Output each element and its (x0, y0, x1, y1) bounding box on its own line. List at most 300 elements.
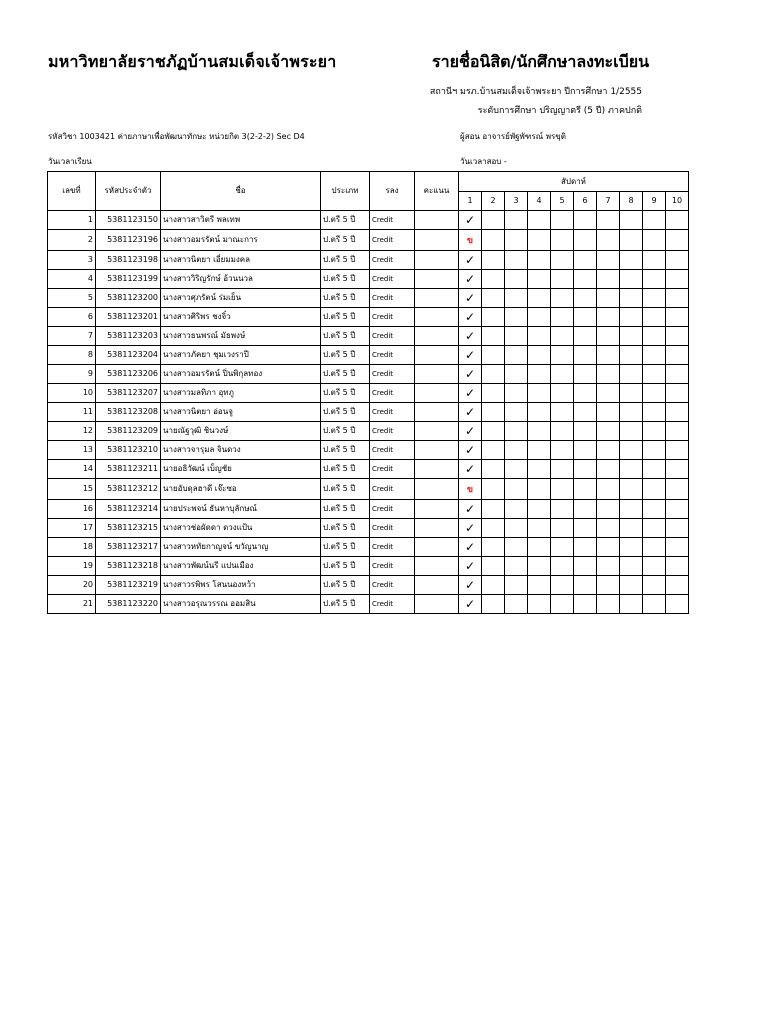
attendance-week-10 (666, 519, 689, 538)
row-number: 1 (48, 211, 96, 230)
student-name: นางสาวช่อผัดดา ดวงแป้น (161, 519, 321, 538)
register-status: Credit (370, 479, 415, 500)
attendance-week-1 (459, 251, 482, 270)
student-type: ป.ตรี 5 ปี (321, 211, 370, 230)
score-cell (415, 327, 459, 346)
attendance-week-2 (482, 384, 505, 403)
row-number: 12 (48, 422, 96, 441)
attendance-week-1 (459, 403, 482, 422)
table-row (48, 251, 689, 270)
row-number: 13 (48, 441, 96, 460)
row-number: 19 (48, 557, 96, 576)
student-type: ป.ตรี 5 ปี (321, 327, 370, 346)
header-week-7: 7 (597, 192, 620, 211)
attendance-week-4 (528, 500, 551, 519)
attendance-week-10 (666, 211, 689, 230)
table-row (48, 557, 689, 576)
attendance-week-4 (528, 365, 551, 384)
register-status: Credit (370, 251, 415, 270)
row-number: 7 (48, 327, 96, 346)
score-cell (415, 365, 459, 384)
attendance-week-9 (643, 479, 666, 500)
check-icon: ✓ (464, 310, 476, 324)
row-number: 10 (48, 384, 96, 403)
student-name: นางสาววิริญรักษ์ อ้วนนวล (161, 270, 321, 289)
attendance-week-8 (620, 460, 643, 479)
student-type: ป.ตรี 5 ปี (321, 403, 370, 422)
student-type: ป.ตรี 5 ปี (321, 500, 370, 519)
attendance-week-9 (643, 230, 666, 251)
attendance-week-10 (666, 576, 689, 595)
attendance-week-1 (459, 211, 482, 230)
header-no: เลขที่ (48, 172, 96, 211)
attendance-week-8 (620, 327, 643, 346)
student-type: ป.ตรี 5 ปี (321, 270, 370, 289)
attendance-week-4 (528, 384, 551, 403)
attendance-week-4 (528, 595, 551, 614)
attendance-week-9 (643, 557, 666, 576)
header-week-4: 4 (528, 192, 551, 211)
attendance-week-9 (643, 308, 666, 327)
student-type: ป.ตรี 5 ปี (321, 460, 370, 479)
student-name: นางสาวรพิพร โสนนองหว้า (161, 576, 321, 595)
attendance-week-10 (666, 327, 689, 346)
table-row (48, 422, 689, 441)
attendance-week-10 (666, 251, 689, 270)
attendance-week-9 (643, 211, 666, 230)
score-cell (415, 441, 459, 460)
attendance-week-5 (551, 595, 574, 614)
attendance-week-7 (597, 500, 620, 519)
attendance-week-3 (505, 479, 528, 500)
attendance-week-1 (459, 384, 482, 403)
attendance-week-8 (620, 422, 643, 441)
attendance-week-2 (482, 346, 505, 365)
attendance-week-7 (597, 460, 620, 479)
attendance-week-9 (643, 576, 666, 595)
attendance-week-3 (505, 595, 528, 614)
register-status: Credit (370, 403, 415, 422)
attendance-week-9 (643, 327, 666, 346)
check-icon: ✓ (464, 559, 476, 573)
score-cell (415, 557, 459, 576)
attendance-week-9 (643, 270, 666, 289)
attendance-week-3 (505, 251, 528, 270)
study-time-label: วันเวลาเรียน (48, 157, 92, 166)
attendance-week-1 (459, 538, 482, 557)
check-icon: ✓ (464, 597, 476, 611)
document-title: รายชื่อนิสิต/นักศึกษาลงทะเบียน (432, 52, 650, 71)
attendance-week-2 (482, 289, 505, 308)
attendance-week-7 (597, 384, 620, 403)
student-type: ป.ตรี 5 ปี (321, 557, 370, 576)
attendance-week-10 (666, 500, 689, 519)
attendance-week-9 (643, 403, 666, 422)
attendance-week-7 (597, 441, 620, 460)
header-week-5: 5 (551, 192, 574, 211)
attendance-week-4 (528, 460, 551, 479)
attendance-week-6 (574, 538, 597, 557)
score-cell (415, 576, 459, 595)
attendance-week-1 (459, 365, 482, 384)
attendance-week-3 (505, 557, 528, 576)
university-name: มหาวิทยาลัยราชภัฏบ้านสมเด็จเจ้าพระยา (48, 52, 337, 71)
register-status: Credit (370, 519, 415, 538)
score-cell (415, 289, 459, 308)
attendance-week-3 (505, 327, 528, 346)
student-id: 5381123212 (96, 479, 161, 500)
attendance-week-7 (597, 327, 620, 346)
attendance-week-7 (597, 230, 620, 251)
header-week-8: 8 (620, 192, 643, 211)
attendance-week-8 (620, 211, 643, 230)
header-week-9: 9 (643, 192, 666, 211)
register-status: Credit (370, 422, 415, 441)
score-cell (415, 270, 459, 289)
student-name: นางสาวมลทิภา อุทภู (161, 384, 321, 403)
attendance-week-5 (551, 308, 574, 327)
student-name: นางสาวหทัยกาญจน์ ขวัญนาญ (161, 538, 321, 557)
attendance-week-1 (459, 327, 482, 346)
student-type: ป.ตรี 5 ปี (321, 538, 370, 557)
attendance-week-3 (505, 422, 528, 441)
attendance-week-2 (482, 211, 505, 230)
attendance-week-8 (620, 308, 643, 327)
attendance-week-1 (459, 422, 482, 441)
attendance-week-4 (528, 557, 551, 576)
student-type: ป.ตรี 5 ปี (321, 519, 370, 538)
attendance-week-7 (597, 211, 620, 230)
attendance-week-1 (459, 595, 482, 614)
register-status: Credit (370, 230, 415, 251)
attendance-week-9 (643, 384, 666, 403)
attendance-week-1 (459, 441, 482, 460)
attendance-week-1 (459, 346, 482, 365)
attendance-week-6 (574, 500, 597, 519)
attendance-week-1 (459, 289, 482, 308)
student-id: 5381123201 (96, 308, 161, 327)
check-icon: ✓ (464, 348, 476, 362)
student-name: นางสาวศุภรัตน์ ร่มเย็น (161, 289, 321, 308)
attendance-week-7 (597, 557, 620, 576)
attendance-week-8 (620, 576, 643, 595)
attendance-week-9 (643, 519, 666, 538)
register-status: Credit (370, 595, 415, 614)
attendance-week-1 (459, 308, 482, 327)
student-name: นายอธิวัฒน์ เบ็ญชัย (161, 460, 321, 479)
attendance-week-5 (551, 557, 574, 576)
attendance-week-5 (551, 289, 574, 308)
attendance-week-4 (528, 403, 551, 422)
attendance-week-10 (666, 441, 689, 460)
check-icon: ✓ (464, 405, 476, 419)
student-name: นางสาวนิตยา เอี่ยมมงคล (161, 251, 321, 270)
attendance-week-9 (643, 365, 666, 384)
student-type: ป.ตรี 5 ปี (321, 384, 370, 403)
attendance-week-5 (551, 460, 574, 479)
attendance-week-10 (666, 479, 689, 500)
attendance-week-7 (597, 479, 620, 500)
row-number: 21 (48, 595, 96, 614)
attendance-week-3 (505, 403, 528, 422)
student-type: ป.ตรี 5 ปี (321, 479, 370, 500)
student-id: 5381123198 (96, 251, 161, 270)
attendance-week-4 (528, 538, 551, 557)
table-row (48, 500, 689, 519)
student-name: นางสาวอรุณวรรณ ออมสิน (161, 595, 321, 614)
check-icon: ✓ (464, 502, 476, 516)
attendance-week-4 (528, 346, 551, 365)
attendance-week-6 (574, 270, 597, 289)
student-id: 5381123219 (96, 576, 161, 595)
score-cell (415, 384, 459, 403)
attendance-week-7 (597, 251, 620, 270)
attendance-week-7 (597, 576, 620, 595)
student-type: ป.ตรี 5 ปี (321, 251, 370, 270)
table-row (48, 384, 689, 403)
attendance-week-9 (643, 441, 666, 460)
attendance-week-2 (482, 538, 505, 557)
attendance-week-6 (574, 230, 597, 251)
attendance-week-4 (528, 479, 551, 500)
row-number: 4 (48, 270, 96, 289)
attendance-week-7 (597, 519, 620, 538)
student-roster-table (47, 171, 689, 614)
attendance-week-7 (597, 308, 620, 327)
attendance-week-4 (528, 519, 551, 538)
register-status: Credit (370, 500, 415, 519)
attendance-week-8 (620, 384, 643, 403)
student-id: 5381123204 (96, 346, 161, 365)
attendance-week-5 (551, 327, 574, 346)
attendance-week-9 (643, 346, 666, 365)
attendance-week-1 (459, 576, 482, 595)
attendance-week-3 (505, 308, 528, 327)
attendance-week-4 (528, 230, 551, 251)
attendance-week-4 (528, 289, 551, 308)
student-name: นายอับดุลฮาดี เจ๊ะซอ (161, 479, 321, 500)
attendance-week-2 (482, 519, 505, 538)
attendance-week-5 (551, 500, 574, 519)
row-number: 8 (48, 346, 96, 365)
attendance-week-2 (482, 479, 505, 500)
attendance-week-6 (574, 460, 597, 479)
attendance-week-2 (482, 308, 505, 327)
attendance-week-3 (505, 365, 528, 384)
attendance-week-2 (482, 441, 505, 460)
attendance-week-7 (597, 270, 620, 289)
attendance-week-8 (620, 289, 643, 308)
score-cell (415, 595, 459, 614)
attendance-week-5 (551, 479, 574, 500)
check-icon: ✓ (464, 578, 476, 592)
attendance-week-6 (574, 346, 597, 365)
attendance-week-1 (459, 519, 482, 538)
attendance-week-4 (528, 576, 551, 595)
course-info: รหัสวิชา 1003421 ค่ายภาษาเพื่อพัฒนาทักษะ หน่วยกิต 3(2-2-2) Sec D4 (48, 132, 305, 141)
attendance-week-2 (482, 576, 505, 595)
score-cell (415, 460, 459, 479)
attendance-week-6 (574, 441, 597, 460)
attendance-week-2 (482, 557, 505, 576)
attendance-week-5 (551, 365, 574, 384)
attendance-week-10 (666, 460, 689, 479)
row-number: 20 (48, 576, 96, 595)
attendance-week-7 (597, 289, 620, 308)
register-status: Credit (370, 384, 415, 403)
student-name: นางสาวนิตยา อ่อนจู (161, 403, 321, 422)
row-number: 5 (48, 289, 96, 308)
attendance-week-9 (643, 251, 666, 270)
table-row (48, 346, 689, 365)
table-row (48, 538, 689, 557)
table-row (48, 403, 689, 422)
header-week-10: 10 (666, 192, 689, 211)
register-status: Credit (370, 346, 415, 365)
attendance-week-4 (528, 422, 551, 441)
attendance-week-7 (597, 346, 620, 365)
table-row (48, 327, 689, 346)
attendance-week-10 (666, 422, 689, 441)
attendance-week-1 (459, 557, 482, 576)
header-week-3: 3 (505, 192, 528, 211)
check-icon: ✓ (464, 386, 476, 400)
attendance-week-2 (482, 365, 505, 384)
attendance-week-10 (666, 595, 689, 614)
student-id: 5381123208 (96, 403, 161, 422)
student-id: 5381123210 (96, 441, 161, 460)
attendance-week-6 (574, 479, 597, 500)
student-type: ป.ตรี 5 ปี (321, 308, 370, 327)
education-level-line: ระดับการศึกษา ปริญญาตรี (5 ปี) ภาคปกติ (477, 106, 642, 116)
attendance-week-6 (574, 384, 597, 403)
row-number: 2 (48, 230, 96, 251)
student-id: 5381123200 (96, 289, 161, 308)
student-id: 5381123211 (96, 460, 161, 479)
row-number: 6 (48, 308, 96, 327)
attendance-week-2 (482, 327, 505, 346)
table-row (48, 230, 689, 251)
attendance-week-10 (666, 403, 689, 422)
header-type: ประเภท (321, 172, 370, 211)
register-status: Credit (370, 460, 415, 479)
attendance-week-3 (505, 384, 528, 403)
attendance-week-4 (528, 441, 551, 460)
attendance-week-5 (551, 251, 574, 270)
attendance-week-8 (620, 365, 643, 384)
check-icon: ✓ (464, 329, 476, 343)
attendance-week-4 (528, 308, 551, 327)
score-cell (415, 422, 459, 441)
score-cell (415, 230, 459, 251)
row-number: 15 (48, 479, 96, 500)
attendance-week-8 (620, 519, 643, 538)
attendance-week-7 (597, 365, 620, 384)
attendance-week-7 (597, 403, 620, 422)
attendance-week-8 (620, 441, 643, 460)
attendance-week-8 (620, 403, 643, 422)
row-number: 3 (48, 251, 96, 270)
attendance-week-3 (505, 211, 528, 230)
attendance-week-2 (482, 595, 505, 614)
attendance-week-6 (574, 308, 597, 327)
table-row (48, 211, 689, 230)
register-status: Credit (370, 441, 415, 460)
attendance-week-5 (551, 441, 574, 460)
score-cell (415, 211, 459, 230)
student-name: นางสาวธนพรณ์ มัธพงษ์ (161, 327, 321, 346)
attendance-week-10 (666, 270, 689, 289)
attendance-week-4 (528, 251, 551, 270)
check-icon: ✓ (464, 443, 476, 457)
check-icon: ✓ (464, 253, 476, 267)
attendance-week-6 (574, 289, 597, 308)
student-type: ป.ตรี 5 ปี (321, 289, 370, 308)
attendance-week-5 (551, 384, 574, 403)
student-type: ป.ตรี 5 ปี (321, 422, 370, 441)
attendance-week-9 (643, 422, 666, 441)
student-name: นางสาวอมรรัตน์ ปิ่นพิกุลทอง (161, 365, 321, 384)
student-id: 5381123217 (96, 538, 161, 557)
student-id: 5381123196 (96, 230, 161, 251)
attendance-week-4 (528, 270, 551, 289)
row-number: 18 (48, 538, 96, 557)
table-row (48, 460, 689, 479)
check-icon: ✓ (464, 462, 476, 476)
attendance-week-6 (574, 422, 597, 441)
header-score: คะแนน (415, 172, 459, 211)
student-type: ป.ตรี 5 ปี (321, 595, 370, 614)
score-cell (415, 519, 459, 538)
institution-line: สถานีฯ มรภ.บ้านสมเด็จเจ้าพระยา ปีการศึกษา 1/2555 (429, 87, 642, 97)
attendance-week-9 (643, 595, 666, 614)
attendance-week-1 (459, 479, 482, 500)
attendance-week-6 (574, 519, 597, 538)
student-type: ป.ตรี 5 ปี (321, 576, 370, 595)
attendance-week-8 (620, 595, 643, 614)
table-row (48, 595, 689, 614)
attendance-week-8 (620, 346, 643, 365)
row-number: 16 (48, 500, 96, 519)
attendance-week-1 (459, 230, 482, 251)
student-id: 5381123209 (96, 422, 161, 441)
student-name: นางสาวภัคยา ชุมเวงราปี (161, 346, 321, 365)
check-icon: ✓ (464, 291, 476, 305)
row-number: 11 (48, 403, 96, 422)
attendance-week-6 (574, 595, 597, 614)
check-icon: ✓ (464, 367, 476, 381)
register-status: Credit (370, 365, 415, 384)
table-row (48, 308, 689, 327)
table-row (48, 479, 689, 500)
attendance-week-3 (505, 500, 528, 519)
attendance-week-2 (482, 230, 505, 251)
attendance-week-6 (574, 576, 597, 595)
student-name: นางสาวอมรรัตน์ มาณะการ (161, 230, 321, 251)
attendance-week-8 (620, 557, 643, 576)
attendance-week-10 (666, 384, 689, 403)
header-week-6: 6 (574, 192, 597, 211)
attendance-week-8 (620, 270, 643, 289)
student-id: 5381123218 (96, 557, 161, 576)
check-icon: ✓ (464, 424, 476, 438)
attendance-week-3 (505, 270, 528, 289)
student-id: 5381123220 (96, 595, 161, 614)
attendance-week-4 (528, 327, 551, 346)
attendance-week-6 (574, 251, 597, 270)
attendance-week-5 (551, 346, 574, 365)
attendance-week-9 (643, 538, 666, 557)
